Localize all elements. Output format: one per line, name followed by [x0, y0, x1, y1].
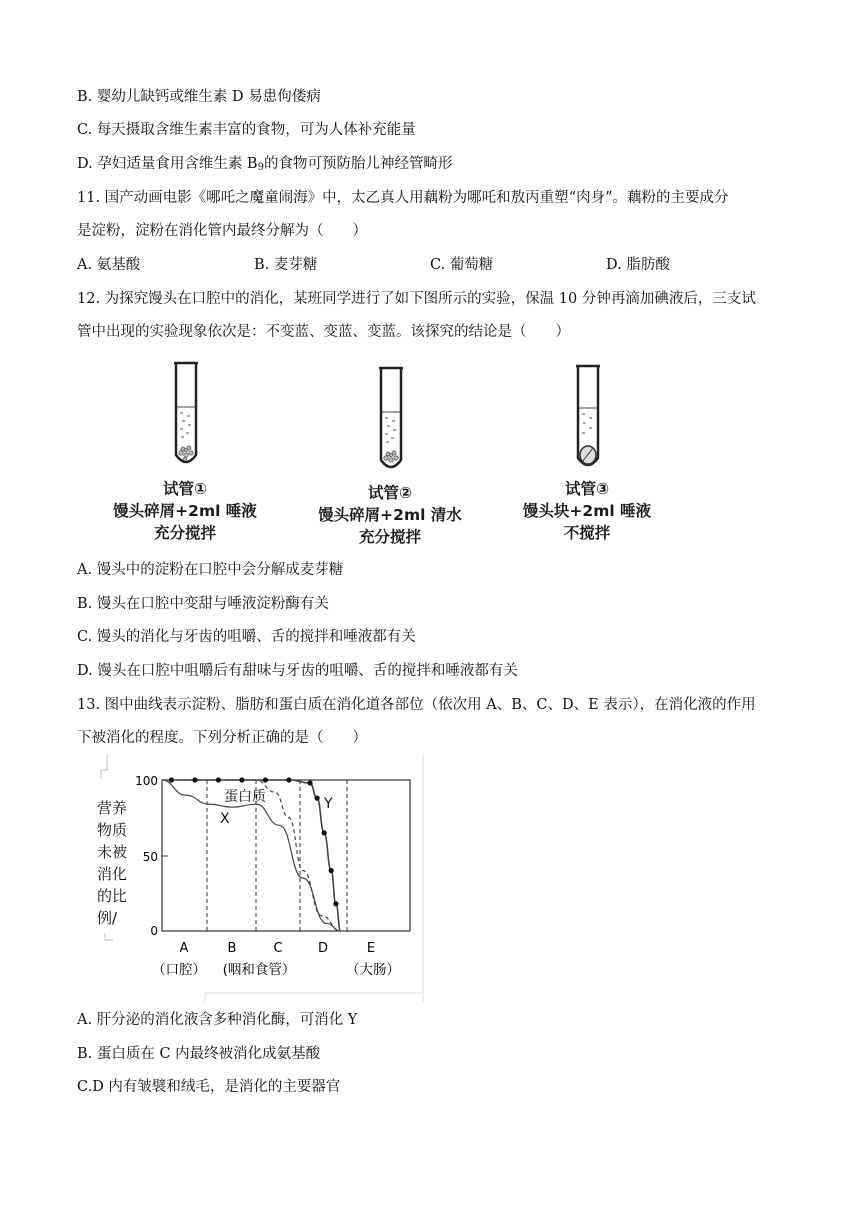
y-axis-label-part: 营养 [97, 799, 128, 817]
q10-option-d: D. 孕妇适量食用含维生素 $B_9$的食物可预防胎儿神经管畸形 [77, 156, 453, 173]
q13-option-a: A. 肝分泌的消化液含多种消化酶，可消化 Y [77, 1012, 358, 1028]
series-y-point [192, 777, 197, 782]
series-y-point [329, 868, 334, 873]
y-axis-label-part: 例/ [97, 909, 118, 927]
region-label-mouth: （口腔） [152, 962, 206, 978]
tube-3-caption [497, 478, 677, 544]
series-label-y: Y [324, 796, 333, 812]
series-y-point [169, 777, 174, 782]
series-y-point [322, 830, 327, 835]
region-label-large-intestine: （大肠） [346, 962, 400, 978]
y-axis-label [97, 799, 127, 927]
test-tube-2 [379, 368, 403, 467]
q13-stem-line1: 13. 图中曲线表示淀粉、脂肪和蛋白质在消化道各部位（依次用 A、B、C、D、E 表示），在消化液的作用 [77, 697, 756, 713]
y-axis-label-part: 的比 [97, 887, 128, 905]
q11-stem-line1: 11. 国产动画电影《哪吒之魔童闹海》中，太乙真人用藕粉为哪吒和敖丙重塑“肉身”。藕粉的主要成分 [77, 190, 729, 206]
q10-option-b: B. 婴幼儿缺钙或维生素 D 易患佝偻病 [77, 89, 321, 105]
test-tube-1 [174, 363, 198, 462]
q13-option-b: B. 蛋白质在 C 内最终被消化成氨基酸 [77, 1046, 321, 1062]
tube-2-desc: 馒头碎屑+2ml 清水 [318, 506, 462, 524]
x-tick-d: D [317, 941, 329, 956]
x-tick-e: E [366, 941, 376, 956]
series-y-point [333, 901, 338, 906]
series-y-point [239, 777, 244, 782]
series-y-point [286, 777, 291, 782]
region-label-pharynx-esophagus: (咽和食管） [222, 962, 296, 978]
q12-option-d: D. 馒头在口腔中咀嚼后有甜味与牙齿的咀嚼、舌的搅拌和唾液都有关 [77, 663, 518, 679]
q11-option-d: D. 脂肪酸 [606, 257, 670, 273]
q11-stem-line2: 是淀粉，淀粉在消化管内最终分解为（ ） [77, 223, 367, 239]
series-y-point [315, 796, 320, 801]
q11-option-a: A. 氨基酸 [77, 257, 141, 273]
tube-1-caption [95, 478, 275, 544]
series-label-protein: 蛋白质 [224, 789, 266, 805]
q10-option-c: C. 每天摄取含维生素丰富的食物，可为人体补充能量 [77, 122, 416, 138]
q13-stem-line2: 下被消化的程度。下列分析正确的是（ ） [77, 730, 367, 746]
y-tick-100: 100 [135, 774, 158, 788]
tube-3-desc: 馒头块+2ml 唾液 [522, 502, 652, 520]
q12-option-b: B. 馒头在口腔中变甜与唾液淀粉酶有关 [77, 596, 329, 612]
series-y-point [216, 777, 221, 782]
test-tube-3 [576, 366, 600, 465]
tube-2-name: 试管② [367, 484, 413, 502]
tube-1-desc: 馒头碎屑+2ml 唾液 [113, 502, 257, 520]
plot-frame [162, 780, 410, 931]
q13-option-c: C.D 内有皱襞和绒毛，是消化的主要器官 [77, 1079, 341, 1095]
y-axis-label-part: 物质 [97, 821, 128, 839]
x-tick-b: B [227, 941, 237, 956]
series-label-x: X [220, 811, 230, 827]
x-tick-a: A [179, 941, 189, 956]
q11-option-b: B. 麦芽糖 [254, 257, 318, 273]
tube-1-note: 充分搅拌 [153, 524, 216, 542]
q11-option-c: C. 葡萄糖 [430, 257, 494, 273]
tube-3-note: 不搅拌 [563, 524, 611, 542]
q12-stem-line2: 管中出现的实验现象依次是：不变蓝、变蓝、变蓝。该探究的结论是（ ） [77, 324, 570, 340]
q12-option-a: A. 馒头中的淀粉在口腔中会分解成麦芽糖 [77, 562, 344, 578]
y-tick-50: 50 [142, 850, 158, 864]
x-tick-c: C [273, 941, 283, 956]
tube-1-name: 试管① [162, 480, 208, 498]
series-y-point [263, 777, 268, 782]
q12-stem-line1: 12. 为探究馒头在口腔中的消化，某班同学进行了如下图所示的实验，保温 10 分钟再滴加碘液后，三支试 [77, 291, 756, 307]
digestion-chart [95, 755, 430, 1002]
y-tick-0: 0 [150, 924, 158, 938]
y-axis-label-part: 未被 [97, 843, 128, 861]
y-axis-label-part: 消化 [97, 865, 128, 883]
tube-3-name: 试管③ [564, 480, 610, 498]
q12-option-c: C. 馒头的消化与牙齿的咀嚼、舌的搅拌和唾液都有关 [77, 629, 416, 645]
series-y-point [307, 780, 312, 785]
tube-2-caption [300, 482, 480, 548]
tube-2-note: 充分搅拌 [358, 528, 421, 546]
test-tube-figure [100, 355, 680, 485]
